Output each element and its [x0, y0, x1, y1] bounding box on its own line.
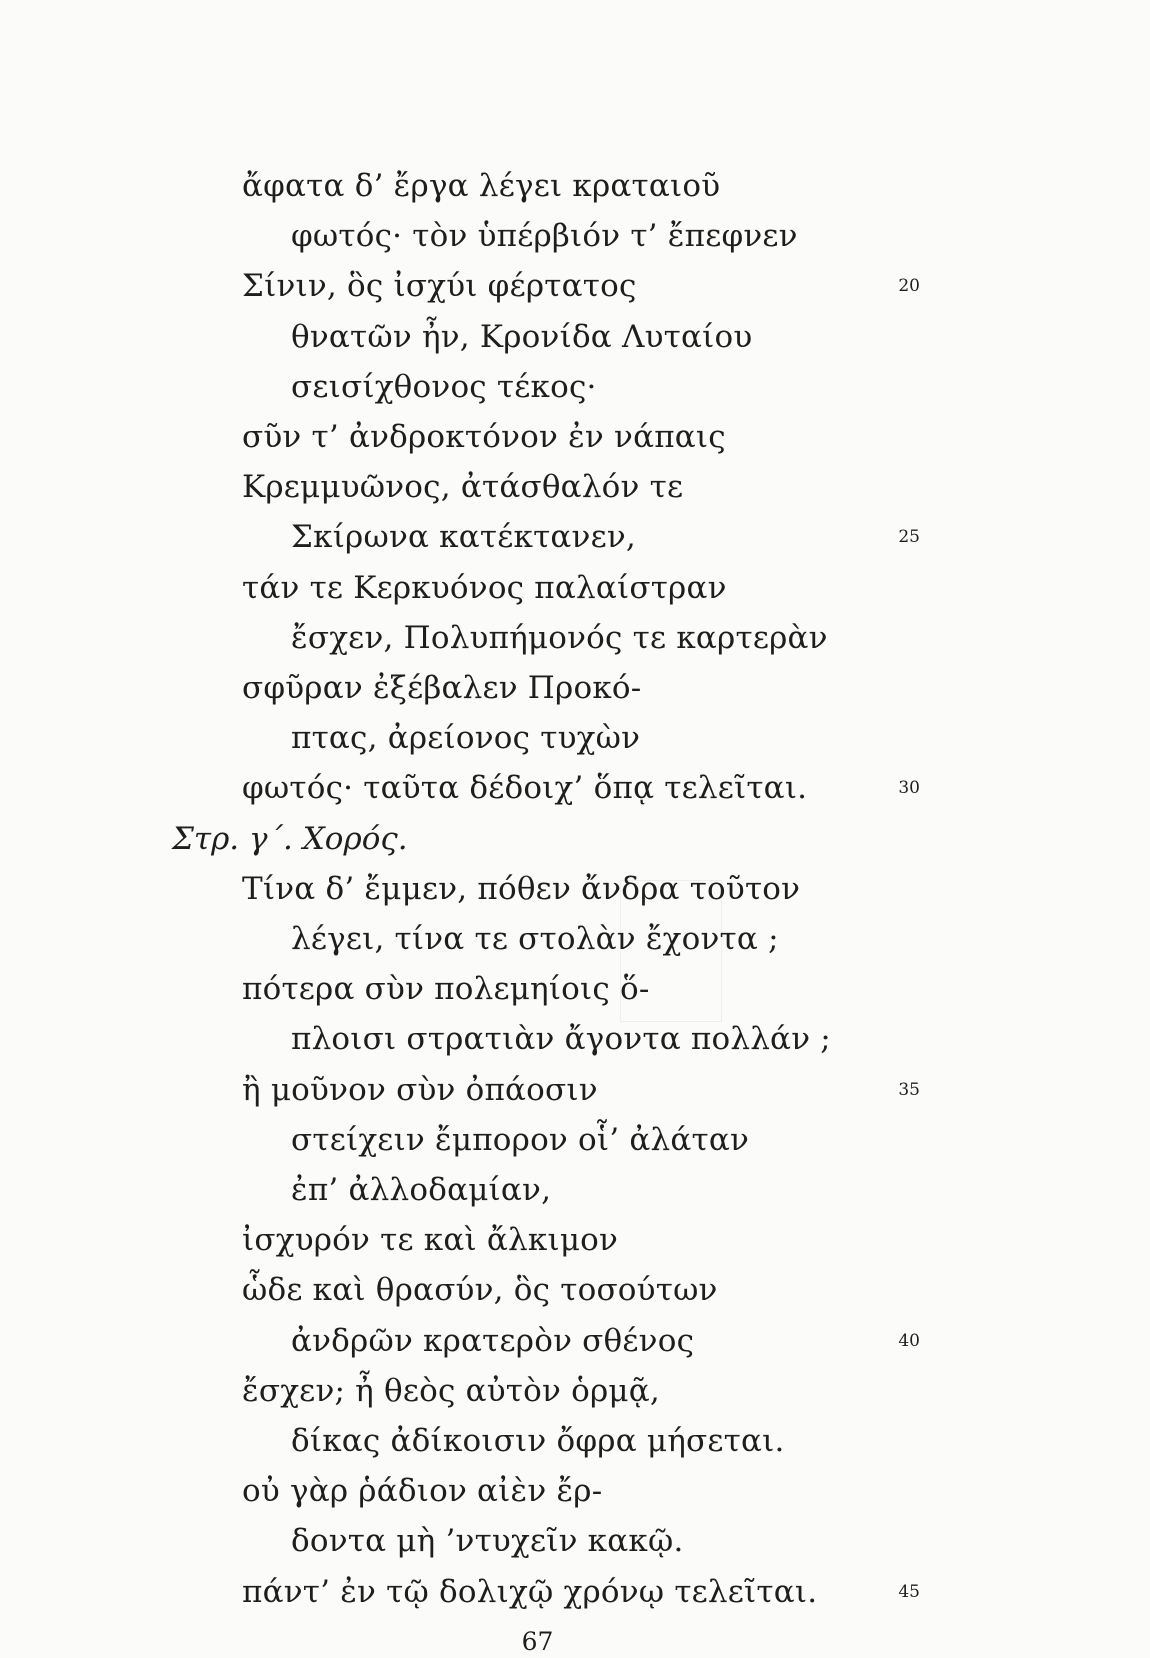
verse-line: δοντα μὴ ’ντυχεῖν κακῷ. [291, 1523, 684, 1559]
verse-line: ἔσχεν, Πολυπήμονός τε καρτερὰν [291, 620, 828, 656]
line-number: 30 [898, 778, 920, 798]
verse-line: ἀνδρῶν κρατερὸν σθένος [291, 1323, 695, 1359]
strophe-heading: Στρ. γ΄. Χορός. [172, 821, 408, 857]
verse-line: πάντ’ ἐν τῷ δολιχῷ χρόνῳ τελεῖται. [242, 1574, 818, 1610]
verse-line: ἰσχυρόν τε καὶ ἄλκιμον [242, 1222, 619, 1258]
verse-line: τάν τε Κερκυόνος παλαίστραν [242, 570, 727, 606]
line-number: 35 [898, 1080, 920, 1100]
verse-line: ἢ μοῦνον σὺν ὀπάοσιν [242, 1072, 598, 1108]
verse-line: λέγει, τίνα τε στολὰν ἔχοντα ; [291, 921, 779, 957]
verse-line: θνατῶν ἦν, Κρονίδα Λυταίου [291, 319, 753, 355]
line-number: 40 [898, 1331, 920, 1351]
verse-line: σῦν τ’ ἀνδροκτόνον ἐν νάπαις [242, 419, 726, 455]
verse-line: σφῦραν ἐξέβαλεν Προκό- [242, 670, 642, 706]
verse-line: πλοισι στρατιὰν ἄγοντα πολλάν ; [291, 1021, 831, 1057]
verse-line: πτας, ἀρείονος τυχὼν [291, 720, 641, 756]
verse-line: φωτός· τὸν ὑπέρβιόν τ’ ἔπεφνεν [291, 218, 798, 254]
verse-line: ὧδε καὶ θρασύν, ὃς τοσούτων [242, 1272, 718, 1308]
verse-line: Σκίρωνα κατέκτανεν, [291, 519, 636, 555]
verse-line: Κρεμμυῶνος, ἀτάσθαλόν τε [242, 469, 684, 505]
verse-line: Τίνα δ’ ἔμμεν, πόθεν ἄνδρα τοῦτον [242, 871, 801, 907]
verse-line: ἐπ’ ἀλλοδαμίαν, [291, 1172, 552, 1208]
line-number: 45 [898, 1582, 920, 1602]
verse-line: πότερα σὺν πολεμηίοις ὅ- [242, 971, 650, 1007]
verse-line: φωτός· ταῦτα δέδοιχ’ ὅπᾳ τελεῖται. [242, 770, 808, 806]
line-number: 25 [898, 527, 920, 547]
verse-line: Σίνιν, ὃς ἰσχύι φέρτατος [242, 268, 637, 304]
verse-line: δίκας ἀδίκοισιν ὄφρα μήσεται. [291, 1423, 785, 1459]
page-number: 67 [521, 1627, 554, 1656]
verse-line: οὐ γὰρ ῥάδιον αἰὲν ἔρ- [242, 1473, 603, 1509]
verse-line: σεισίχθονος τέκος· [291, 369, 597, 405]
verse-line: ἔσχεν; ἦ θεὸς αὐτὸν ὁρμᾷ, [242, 1373, 660, 1409]
verse-line: ἄφατα δ’ ἔργα λέγει κραταιοῦ [242, 168, 721, 204]
line-number: 20 [898, 276, 920, 296]
verse-line: στείχειν ἔμπορον οἷ’ ἀλάταν [291, 1122, 750, 1158]
